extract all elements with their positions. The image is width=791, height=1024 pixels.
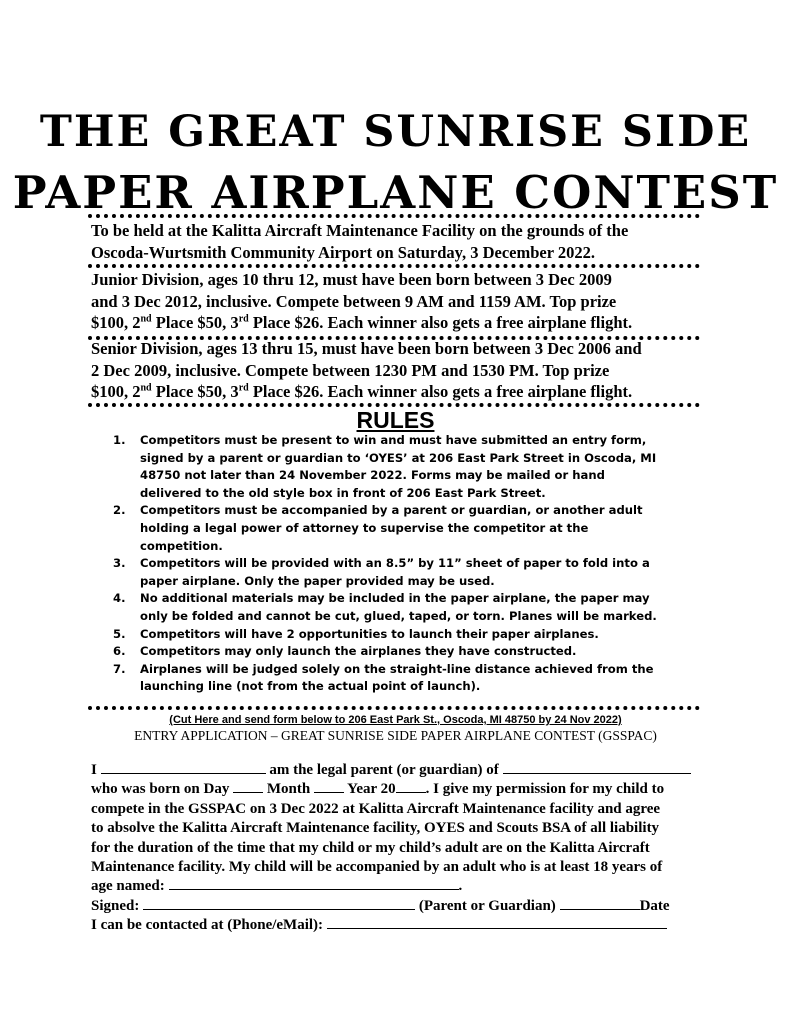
- rules-list: [113, 432, 713, 696]
- rule-number: 4.: [113, 591, 126, 606]
- junior-prize-2: Place $50, 3: [151, 313, 239, 332]
- birth-year-blank[interactable]: [396, 780, 426, 793]
- birth-month-blank[interactable]: [314, 780, 344, 793]
- parent-name-blank[interactable]: [101, 761, 266, 774]
- rule-text-line: paper airplane. Only the paper provided may be used.: [140, 573, 495, 588]
- rule-text-line: holding a legal power of attorney to supervise the competitor at the: [140, 520, 589, 535]
- junior-line: and 3 Dec 2012, inclusive. Compete between 9 AM and 1159 AM. Top prize: [91, 291, 617, 311]
- junior-division-paragraph: [91, 269, 706, 334]
- form-line-9: [91, 916, 711, 935]
- form-text: Year 20: [343, 781, 396, 798]
- signature-blank[interactable]: [143, 897, 415, 910]
- birth-day-blank[interactable]: [233, 780, 263, 793]
- form-text: Month: [263, 781, 314, 798]
- date-blank[interactable]: [560, 897, 640, 910]
- form-line-2: [91, 780, 711, 799]
- ordinal-nd: nd: [140, 313, 152, 325]
- cut-divider: [88, 706, 700, 710]
- rule-number: 2.: [113, 503, 126, 518]
- form-text: I can be contacted at (Phone/eMail):: [91, 917, 327, 934]
- form-text: . I give my permission for my child to: [425, 781, 665, 798]
- rule-text-line: Airplanes will be judged solely on the straight-line distance achieved from the: [140, 661, 654, 676]
- contact-blank[interactable]: [327, 916, 667, 929]
- rule-item: [113, 432, 713, 502]
- rule-number: 5.: [113, 626, 126, 641]
- form-text: who was born on Day: [91, 781, 234, 798]
- intro-line: To be held at the Kalitta Aircraft Maintenance Facility on the grounds of the: [91, 221, 629, 240]
- child-name-blank[interactable]: [503, 761, 691, 774]
- rule-text-line: Competitors must be present to win and must have submitted an entry form,: [140, 433, 647, 447]
- junior-prize-line: [91, 312, 706, 334]
- rule-text-line: launching line (not from the actual point of launch).: [140, 679, 481, 694]
- senior-prize-2: Place $50, 3: [151, 382, 239, 401]
- rule-item: [113, 555, 713, 590]
- senior-prize-1: $100, 2: [91, 382, 141, 401]
- rule-text-line: delivered to the old style box in front of 206 East Park Street.: [140, 485, 546, 500]
- junior-prize-3: Place $26. Each winner also gets a free airplane flight.: [248, 313, 633, 332]
- title-line-1: THE GREAT SUNRISE SIDE: [39, 107, 752, 157]
- entry-form: [91, 761, 711, 936]
- rule-item: [113, 590, 713, 625]
- ordinal-nd: nd: [140, 382, 152, 394]
- senior-division-paragraph: [91, 338, 706, 403]
- intro-paragraph: [91, 220, 706, 263]
- form-line-1: [91, 761, 711, 780]
- rule-text-line: competition.: [140, 538, 223, 553]
- form-line-6: Maintenance facility. My child will be accompanied by an adult who is at least 18 years of: [91, 859, 663, 876]
- adult-name-blank[interactable]: [169, 877, 459, 890]
- junior-line: Junior Division, ages 10 thru 12, must have been born between 3 Dec 2009: [91, 270, 612, 289]
- form-line-5: for the duration of the time that my child or my child’s adult are on the Kalitta Aircraft: [91, 839, 650, 856]
- senior-prize-3: Place $26. Each winner also gets a free airplane flight.: [248, 382, 633, 401]
- form-text: Signed:: [91, 897, 144, 914]
- senior-prize-line: [91, 381, 706, 403]
- rule-text-line: Competitors will be provided with an 8.5” by 11” sheet of paper to fold into a: [140, 556, 650, 571]
- ordinal-rd: rd: [238, 313, 249, 325]
- rule-item: [113, 626, 713, 644]
- dotted-divider: [88, 264, 700, 268]
- form-line-8: [91, 897, 711, 916]
- rule-text-line: 48750 not later than 24 November 2022. Forms may be mailed or hand: [140, 468, 605, 483]
- rule-item: [113, 661, 713, 696]
- rule-number: 1.: [113, 433, 126, 447]
- rules-heading: RULES: [356, 407, 435, 433]
- rule-number: 6.: [113, 644, 126, 659]
- dotted-divider: [88, 214, 700, 218]
- cut-here-instruction: (Cut Here and send form below to 206 East Park St., Oscoda, MI 48750 by 24 Nov 2022): [169, 714, 622, 726]
- rule-number: 7.: [113, 661, 126, 676]
- rule-text-line: Competitors may only launch the airplanes they have constructed.: [140, 644, 577, 659]
- form-text: Date: [639, 897, 670, 914]
- senior-line: Senior Division, ages 13 thru 15, must have been born between 3 Dec 2006 and: [91, 339, 642, 358]
- rule-text-line: No additional materials may be included in the paper airplane, the paper may: [140, 591, 650, 606]
- intro-line: Oscoda-Wurtsmith Community Airport on Saturday, 3 December 2022.: [91, 242, 596, 262]
- junior-prize-1: $100, 2: [91, 313, 141, 332]
- form-line-3: compete in the GSSPAC on 3 Dec 2022 at Kalitta Aircraft Maintenance facility and agree: [91, 800, 661, 817]
- rule-text-line: only be folded and cannot be cut, glued, taped, or torn. Planes will be marked.: [140, 608, 657, 623]
- form-text: I: [91, 762, 97, 778]
- form-text: (Parent or Guardian): [415, 897, 560, 914]
- senior-line: 2 Dec 2009, inclusive. Compete between 1230 PM and 1530 PM. Top prize: [91, 360, 610, 380]
- rule-text-line: Competitors will have 2 opportunities to launch their paper airplanes.: [140, 626, 599, 641]
- form-text: age named:: [91, 878, 169, 895]
- form-line-7: [91, 877, 711, 896]
- form-text: .: [458, 878, 463, 895]
- ordinal-rd: rd: [238, 382, 249, 394]
- rule-text-line: Competitors must be accompanied by a parent or guardian, or another adult: [140, 503, 643, 518]
- rule-number: 3.: [113, 556, 126, 571]
- rule-item: [113, 643, 713, 661]
- entry-application-heading: ENTRY APPLICATION – GREAT SUNRISE SIDE PAPER AIRPLANE CONTEST (GSSPAC): [134, 728, 657, 743]
- form-line-4: to absolve the Kalitta Aircraft Maintenance facility, OYES and Scouts BSA of all liability: [91, 820, 660, 837]
- form-text: am the legal parent (or guardian) of: [265, 762, 503, 778]
- rule-text-line: signed by a parent or guardian to ‘OYES’ at 206 East Park Street in Oscoda, MI: [140, 450, 657, 465]
- rule-item: [113, 502, 713, 555]
- title-line-2: PAPER AIRPLANE CONTEST: [12, 166, 779, 219]
